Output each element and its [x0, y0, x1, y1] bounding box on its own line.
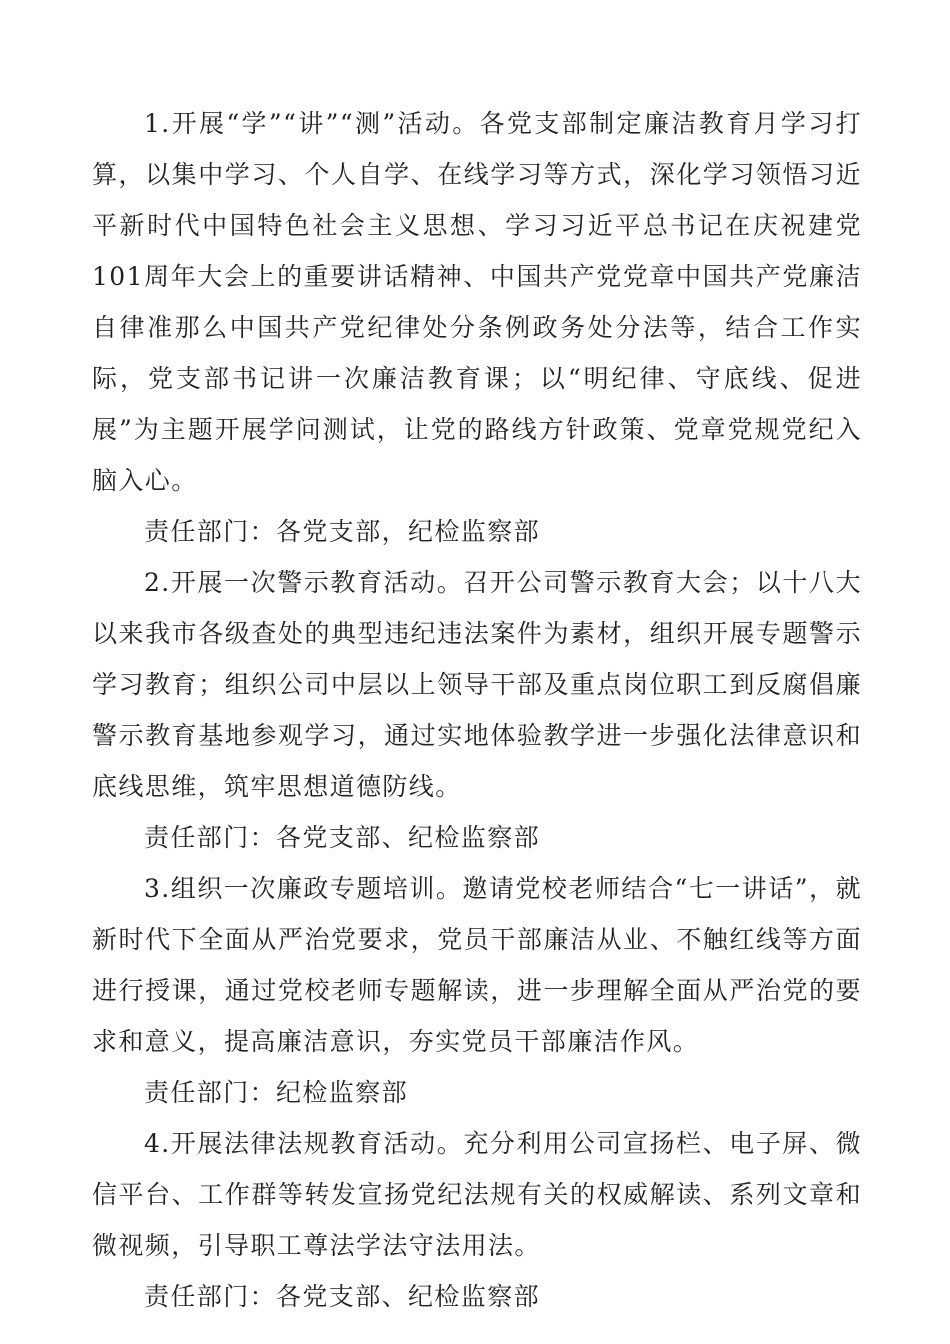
item-2-paragraph: 2.开展一次警示教育活动。召开公司警示教育大会；以十八大以来我市各级查处的典型违纪违法案件为素材，组织开展专题警示学习教育；组织公司中层以上领导干部及重点岗位职工到反腐倡廉警示教育基地参观学习，通过实地体验教学进一步强化法律意识和底线思维，筑牢思想道德防线。	[92, 568, 862, 801]
item-3-paragraph: 3.组织一次廉政专题培训。邀请党校老师结合“七一讲话”，就新时代下全面从严治党要求，党员干部廉洁从业、不触红线等方面进行授课，通过党校老师专题解读，进一步理解全面从严治党的要求和意义，提高廉洁意识，夯实党员干部廉洁作风。	[92, 874, 862, 1056]
item-2-responsible-dept: 责任部门：各党支部、纪检监察部	[144, 823, 541, 852]
item-1-paragraph: 1.开展“学”“讲”“测”活动。各党支部制定廉洁教育月学习打算，以集中学习、个人自学、在线学习等方式，深化学习领悟习近平新时代中国特色社会主义思想、学习习近平总书记在庆祝建党101周年大会上的重要讲话精神、中国共产党党章中国共产党廉洁自律准那么中国共产党纪律处分条例政务处分法等，结合工作实际，党支部书记讲一次廉洁教育课；以“明纪律、守底线、促进展”为主题开展学问测试，让党的路线方针政策、党章党规党纪入脑入心。	[92, 109, 862, 495]
document-body	[92, 98, 862, 1322]
item-1-responsible-dept: 责任部门：各党支部，纪检监察部	[144, 517, 541, 546]
item-3-responsible-dept: 责任部门：纪检监察部	[144, 1078, 409, 1107]
item-4-paragraph: 4.开展法律法规教育活动。充分利用公司宣扬栏、电子屏、微信平台、工作群等转发宣扬党纪法规有关的权威解读、系列文章和微视频，引导职工尊法学法守法用法。	[92, 1129, 862, 1260]
item-4-responsible-dept: 责任部门：各党支部、纪检监察部	[144, 1282, 541, 1311]
